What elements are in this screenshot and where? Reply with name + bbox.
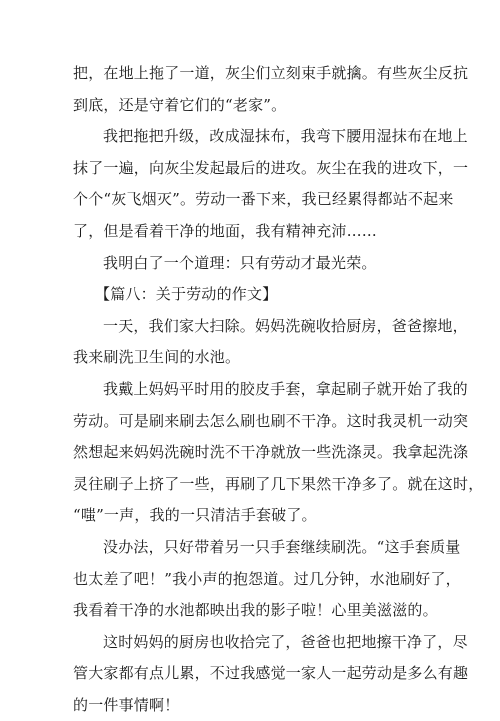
continuation-paragraph	[73, 58, 469, 121]
text-line: 我来刷洗卫生间的水池。	[73, 348, 241, 367]
text-line: 我把拖把升级，改成湿抹布，我弯下腰用湿抹布在地上	[103, 127, 468, 146]
paragraph-complaint	[73, 532, 461, 627]
text-line: 我戴上妈妈平时用的胶皮手套，拿起刷子就开始了我的	[103, 379, 468, 398]
text-line: 这时妈妈的厨房也收拾完了，爸爸也把地擦干净了，尽	[103, 632, 468, 651]
text-line: 也太差了吧！”我小声的抱怨道。过几分钟，水池刷好了，	[73, 569, 461, 588]
text-line: 抹了一遍，向灰尘发起最后的进攻。灰尘在我的进攻下，一	[73, 158, 469, 177]
text-line: 劳动。可是刷来刷去怎么刷也刷不干净。这时我灵机一动突	[73, 411, 469, 430]
text-line: 一天，我们家大扫除。妈妈洗碗收拾厨房，爸爸擦地，	[103, 316, 468, 335]
text-line: 我明白了一个道理：只有劳动才最光荣。	[103, 253, 377, 272]
paragraph-gloves	[73, 374, 484, 532]
text-line: 把，在地上拖了一道，灰尘们立刻束手就擒。有些灰尘反抗	[73, 64, 469, 82]
text-line: 灵往刷子上挤了一些，再刷了几下果然干净多了。就在这时，	[73, 474, 484, 493]
text-line: 个个“灰飞烟灭”。劳动一番下来，我已经累得都站不起来	[73, 190, 454, 209]
text-line: “嗤”一声，我的一只清洁手套破了。	[73, 506, 317, 525]
paragraph-upgrade-mop	[73, 121, 469, 247]
text-line: 的一件事情啊！	[73, 695, 180, 714]
heading-text: 【篇八：关于劳动的作文】	[95, 285, 278, 304]
text-line: 了，但是看着干净的地面，我有精神充沛……	[73, 221, 378, 240]
text-line: 我看着干净的水池都映出我的影子啦！心里美滋滋的。	[73, 601, 438, 620]
paragraph-cleaning-day	[73, 311, 468, 374]
text-line: 没办法，只好带着另一只手套继续刷洗。“这手套质量	[103, 537, 461, 556]
text-line: 到底，还是守着它们的“老家”。	[73, 95, 287, 114]
paragraph-lesson	[73, 248, 427, 280]
text-line: 然想起来妈妈洗碗时洗不干净就放一些洗涤灵。我拿起洗涤	[73, 443, 469, 462]
section-heading	[73, 279, 427, 311]
essay-body	[73, 58, 484, 721]
text-line: 管大家都有点儿累，不过我感觉一家人一起劳动是多么有趣	[73, 664, 469, 683]
